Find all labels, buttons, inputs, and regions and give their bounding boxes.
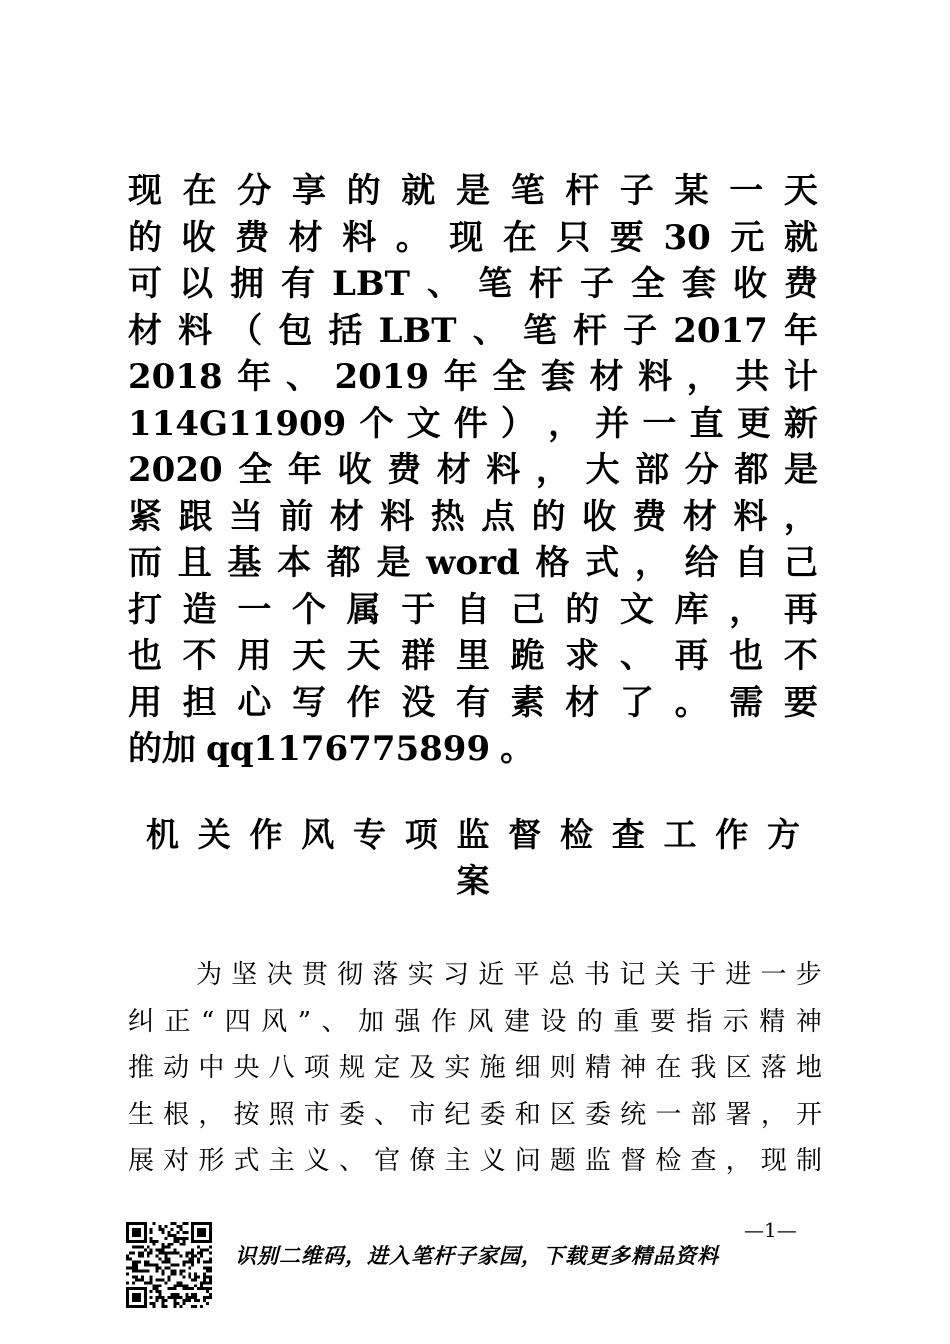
promo-line: 现 在 分 享 的 就 是 笔 杆 子 某 一 天 (128, 171, 818, 211)
page-footer (0, 1210, 950, 1330)
promo-block (128, 168, 818, 773)
promo-line: 而 且 基 本 都 是 word 格 式 ， 给 自 己 (128, 543, 818, 583)
promo-line: 打 造 一 个 属 于 自 己 的 文 库 ， 再 (128, 589, 818, 630)
qr-code-icon (126, 1222, 212, 1308)
promo-last-suffix: 。 (500, 729, 535, 769)
promo-line: 2018 年 、 2019 年 全 套 材 料 ， 共 计 (128, 357, 818, 397)
document-title (128, 812, 818, 904)
promo-line: 用 担 心 写 作 没 有 素 材 了 。 需 要 (128, 682, 818, 723)
promo-last-prefix: 的加 (128, 729, 196, 769)
promo-line: 紧 跟 当 前 材 料 热 点 的 收 费 材 料 ， (128, 496, 818, 537)
body-line: 展 对 形 式 主 义 、 官 僚 主 义 问 题 监 督 检 查 ， 现 制 (128, 1146, 822, 1176)
promo-line: 的 收 费 材 料 。 现 在 只 要 30 元 就 (128, 217, 818, 258)
promo-contact: qq1176775899 (206, 729, 491, 769)
body-line: 推 动 中 央 八 项 规 定 及 实 施 细 则 精 神 在 我 区 落 地 (128, 1053, 822, 1083)
promo-line: 也 不 用 天 天 群 里 跪 求 、 再 也 不 (128, 636, 818, 676)
footer-text: 识别二维码，进入笔杆子家园，下载更多精品资料 (235, 1243, 719, 1268)
promo-line: 可 以 拥 有 LBT 、 笔 杆 子 全 套 收 费 (128, 264, 818, 304)
body-line: 为 坚 决 贯 彻 落 实 习 近 平 总 书 记 关 于 进 一 步 (196, 960, 822, 990)
promo-line: 2020 全 年 收 费 材 料 ， 大 部 分 都 是 (128, 450, 818, 490)
promo-line: 114G11909 个 文 件 ） ， 并 一 直 更 新 (128, 403, 818, 444)
document-body (128, 952, 822, 1185)
body-line: 纠 正 “ 四 风 ” 、 加 强 作 风 建 设 的 重 要 指 示 精 神 (128, 1006, 822, 1037)
body-line: 生 根 ， 按 照 市 委 、 市 纪 委 和 区 委 统 一 部 署 ， 开 (128, 1099, 822, 1130)
page-number: —1— (744, 1218, 797, 1242)
promo-line-last (128, 726, 818, 773)
title-line-2: 案 (456, 861, 490, 900)
title-line-1: 机 关 作 风 专 项 监 督 检 查 工 作 方 (146, 815, 800, 854)
promo-line: 材 料 （ 包 括 LBT 、 笔 杆 子 2017 年 (128, 310, 818, 351)
